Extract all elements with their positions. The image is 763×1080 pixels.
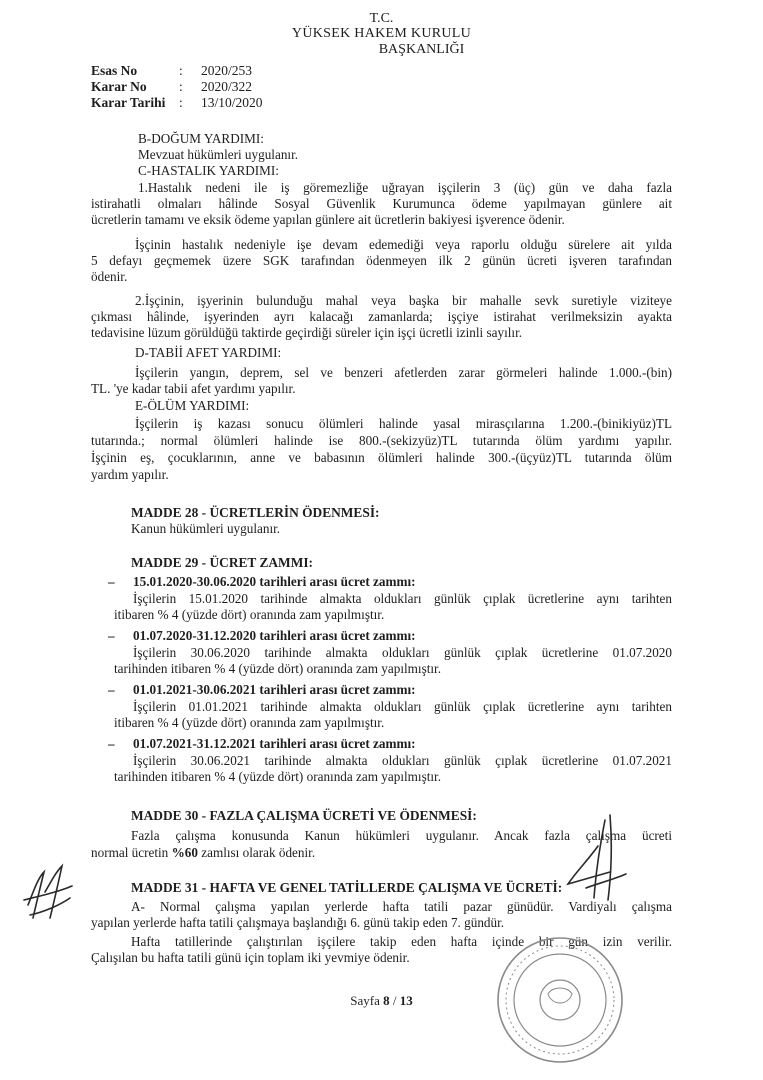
paragraph-line: ücretlerin tamamı ve eksik ödeme yapılan günlere ait ücretlerin bakiyesi işverence ödenir. (91, 212, 565, 227)
paragraph-line: itibaren % 4 (yüzde dört) oranında zam yapılmıştır. (114, 715, 385, 730)
paragraph-line: 2.İşçinin, işyerinin bulunduğu mahal veya başka bir mahalle sevk suretiyle viziteye (135, 293, 672, 308)
paragraph-line: istirahatli olmaları hâlinde Sosyal Güvenlik Kurumunca ödeme yapılmayan günlere ait (91, 196, 672, 211)
meta-value: 2020/253 (201, 63, 253, 78)
list-dash: – (108, 682, 115, 697)
paragraph-line: normal ücretin %60 zamlısı olarak ödenir. (91, 845, 316, 860)
list-heading: 01.07.2020-31.12.2020 tarihleri arası ücret zammı: (133, 628, 416, 643)
list-dash: – (108, 628, 115, 643)
paragraph-line: tutarında.; normal ölümleri halinde ise 800.-(sekizyüz)TL tutarında ölüm yardımı yapılır. (91, 433, 672, 448)
paragraph-line: İşçinin eş, çocuklarının, anne ve babasının ölümleri halinde 300.-(üçyüz)TL tutarında ölüm (91, 450, 672, 465)
paragraph-line: TL. 'ye kadar tabii afet yardımı yapılır. (91, 381, 296, 396)
paragraph-line: tedavisine lüzum görüldüğü taktirde geçirdiği süreler için işçi ücretli izinli sayılır. (91, 325, 523, 340)
handwritten-signature-icon (568, 815, 626, 900)
meta-value: 2020/322 (201, 79, 253, 94)
paragraph-line: itibaren % 4 (yüzde dört) oranında zam yapılmıştır. (114, 607, 385, 622)
section-title: D-TABİİ AFET YARDIMI: (135, 345, 282, 360)
header-institution: YÜKSEK HAKEM KURULU (291, 26, 472, 41)
paragraph-line: yardım yapılır. (91, 467, 169, 482)
bold-percentage: %60 (171, 845, 198, 860)
paragraph-line: 1.Hastalık nedeni ile iş göremezliğe uğrayan işçilerin 3 (üç) gün ve daha fazla (138, 180, 672, 195)
article-30-title: MADDE 30 - FAZLA ÇALIŞMA ÜCRETİ VE ÖDENMESİ: (131, 808, 477, 823)
paragraph-line: tarihinden itibaren % 4 (yüzde dört) oranında zam yapılmıştır. (114, 661, 442, 676)
meta-label: Esas No (91, 63, 138, 78)
paragraph-line: ödenir. (91, 269, 128, 284)
meta-karar-tarihi: Karar Tarihi : 13/10/2020 (91, 95, 263, 110)
margin-signature-icon (24, 866, 72, 918)
paragraph-line: Çalışılan bu hafta tatili günü için toplam iki yevmiye ödenir. (91, 950, 410, 965)
paragraph-line: çıkması hâlinde, işyerinden ayrı kalacağı zamanlarda; işçiye istirahat verilmeksizin ayakta (91, 309, 672, 324)
paragraph-line: İşçilerin 30.06.2020 tarihinde almakta oldukları günlük çıplak ücretlerine 01.07.2020 (133, 645, 672, 660)
section-title: B-DOĞUM YARDIMI: (138, 131, 264, 146)
list-heading: 01.01.2021-30.06.2021 tarihleri arası ücret zammı: (133, 682, 416, 697)
meta-label: Karar No (91, 79, 147, 94)
official-seal-icon (498, 938, 622, 1062)
header-tc: T.C. (369, 11, 394, 26)
meta-karar: Karar No : 2020/322 (91, 79, 253, 94)
paragraph-line: 5 defayı geçmemek üzere SGK tarafından ödenmeyen ilk 2 günün ücreti işveren tarafından (91, 253, 672, 268)
meta-label: Karar Tarihi (91, 95, 166, 110)
paragraph-line: İşçilerin 15.01.2020 tarihinde almakta oldukları günlük çıplak ücretlerine aynı tarihten (133, 591, 672, 606)
section-title: C-HASTALIK YARDIMI: (138, 163, 279, 178)
paragraph-line: İşçinin hastalık nedeniyle işe devam edemediği veya raporlu olduğu sürelere ait yılda (135, 237, 672, 252)
paragraph-line: İşçilerin yangın, deprem, sel ve benzeri afetlerden zarar görmeleri halinde 1.000.-(bin) (135, 365, 672, 380)
article-28-title: MADDE 28 - ÜCRETLERİN ÖDENMESİ: (131, 505, 380, 520)
paragraph-line: Fazla çalışma konusunda Kanun hükümleri uygulanır. Ancak fazla çalışma ücreti (131, 828, 672, 843)
paragraph-line: Hafta tatillerinde çalıştırılan işçilere takip eden hafta içinde bir gün izin verilir. (131, 934, 672, 949)
paragraph-line: A- Normal çalışma yapılan yerlerde hafta tatili pazar günüdür. Vardiyalı çalışma (131, 899, 672, 914)
paragraph-line: Kanun hükümleri uygulanır. (131, 521, 281, 536)
article-31-title: MADDE 31 - HAFTA VE GENEL TATİLLERDE ÇALIŞMA VE ÜCRETİ: (131, 880, 563, 895)
list-dash: – (108, 736, 115, 751)
paragraph-line: Mevzuat hükümleri uygulanır. (138, 147, 299, 162)
header-department: BAŞKANLIĞI (378, 42, 465, 57)
page-number: Sayfa 8 / 13 (350, 993, 413, 1008)
list-heading: 01.07.2021-31.12.2021 tarihleri arası ücret zammı: (133, 736, 416, 751)
paragraph-line: tarihinden itibaren % 4 (yüzde dört) oranında zam yapılmıştır. (114, 769, 442, 784)
article-29-title: MADDE 29 - ÜCRET ZAMMI: (131, 555, 314, 570)
paragraph-line: yapılan yerlerde hafta tatili çalışmaya başlandığı 6. günü takip eden 7. gündür. (91, 915, 505, 930)
list-dash: – (108, 574, 115, 589)
paragraph-line: İşçilerin 30.06.2021 tarihinde almakta oldukları günlük çıplak ücretlerine 01.07.2021 (133, 753, 672, 768)
list-heading: 15.01.2020-30.06.2020 tarihleri arası ücret zammı: (133, 574, 416, 589)
paragraph-line: İşçilerin 01.01.2021 tarihinde almakta oldukları günlük çıplak ücretlerine aynı tarihten (133, 699, 672, 714)
meta-esas: Esas No : 2020/253 (91, 63, 253, 78)
paragraph-line: İşçilerin iş kazası sonucu ölümleri halinde yasal mirasçılarına 1.200.-(binikiyüz)TL (135, 416, 672, 431)
meta-value: 13/10/2020 (201, 95, 263, 110)
section-title: E-ÖLÜM YARDIMI: (135, 398, 250, 413)
